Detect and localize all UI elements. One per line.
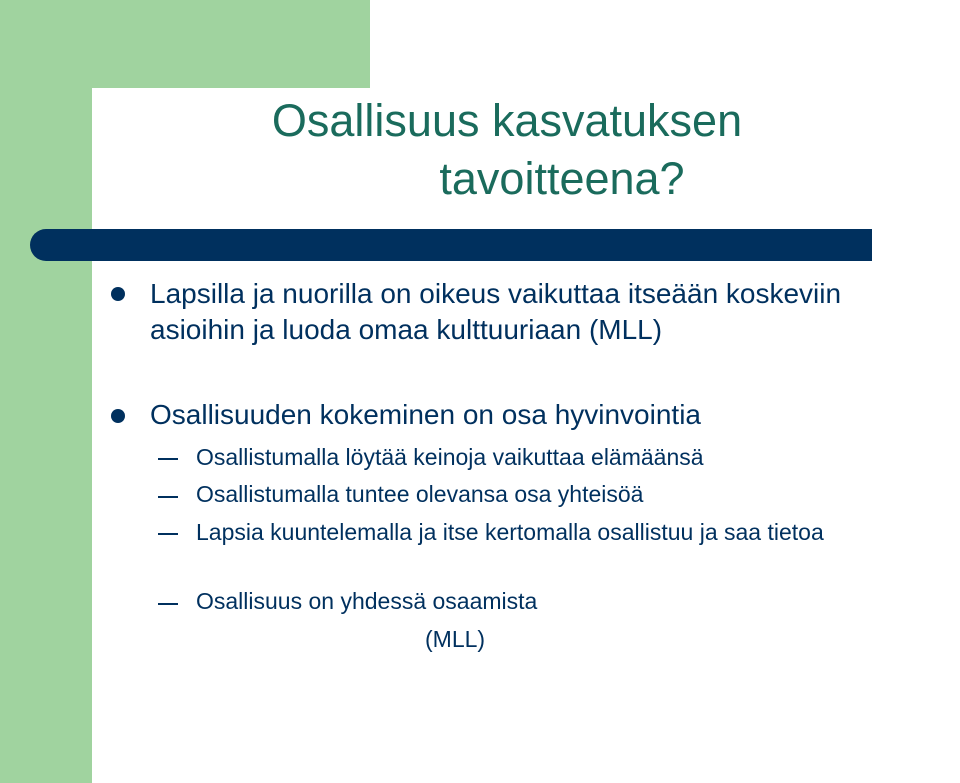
sub-bullet-item: Lapsia kuuntelemalla ja itse kertomalla osallistuu ja saa tietoa: [196, 519, 824, 545]
sub-bullet-item: Osallistumalla löytää keinoja vaikuttaa elämäänsä: [196, 444, 704, 470]
bullet-item: Osallisuuden kokeminen on osa hyvinvointia: [150, 399, 701, 430]
dash-bullet-icon: [158, 458, 178, 460]
bullet-item: Lapsilla ja nuorilla on oikeus vaikuttaa itseään koskeviin asioihin ja luoda omaa kulttuuriaan (MLL): [150, 278, 842, 345]
bullet-dot-icon: [111, 409, 125, 423]
bullet-dot-icon: [111, 287, 125, 301]
source-footnote: (MLL): [425, 626, 486, 652]
dash-bullet-icon: [158, 496, 178, 498]
sub-bullet-item: Osallisuus on yhdessä osaamista: [196, 588, 538, 614]
sub-bullet-item: Osallistumalla tuntee olevansa osa yhteisöä: [196, 481, 644, 507]
dash-bullet-icon: [158, 603, 178, 605]
slide-title-line2: tavoitteena?: [439, 153, 685, 204]
dash-bullet-icon: [158, 533, 178, 535]
slide-title-line1: Osallisuus kasvatuksen: [271, 95, 743, 146]
